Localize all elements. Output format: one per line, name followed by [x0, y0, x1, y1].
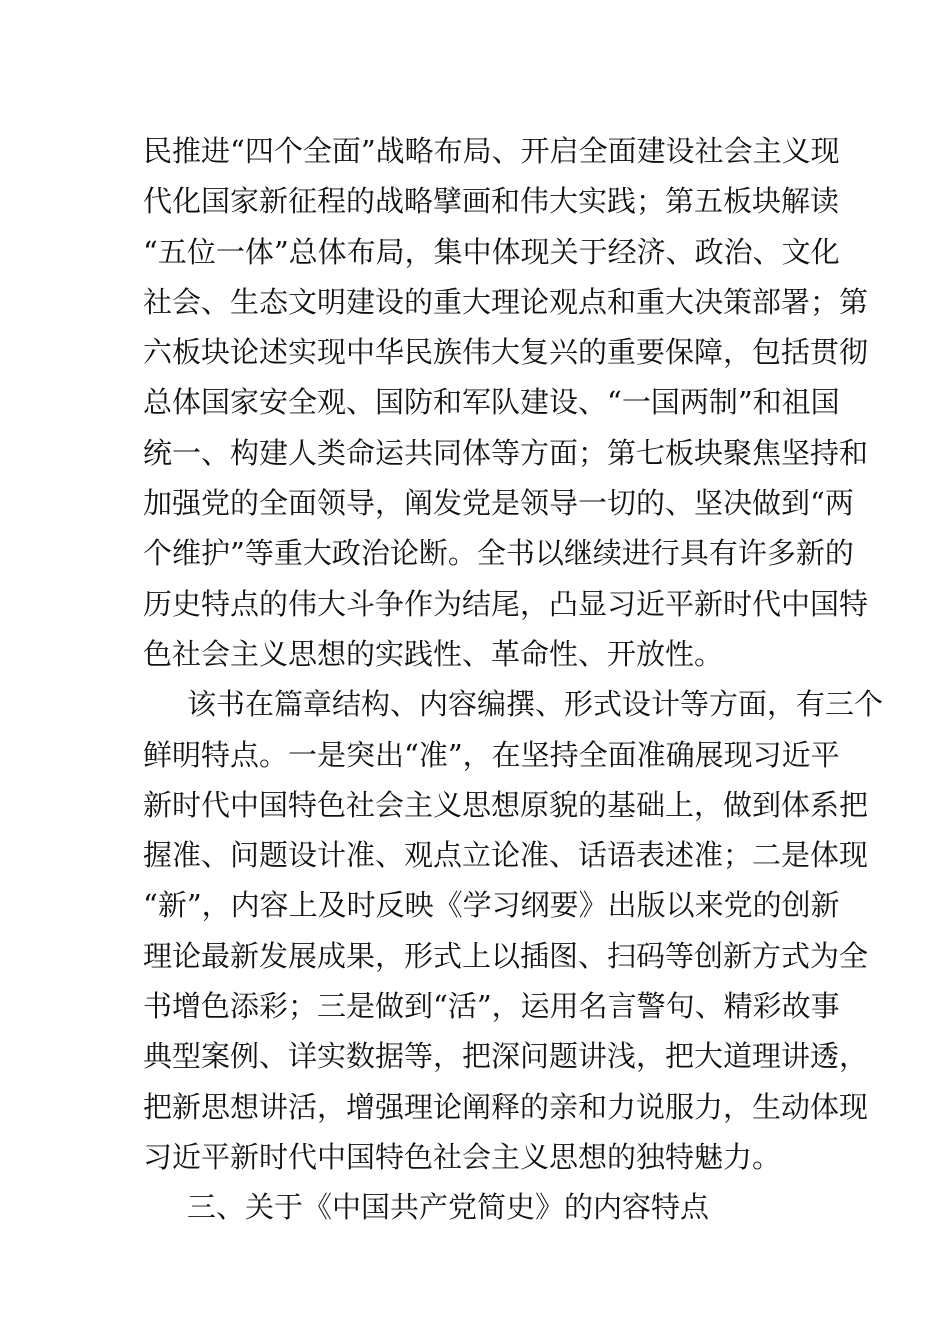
text-line: 六板块论述实现中华民族伟大复兴的重要保障，包括贯彻 — [143, 335, 869, 370]
text-line: 代化国家新征程的战略擘画和伟大实践；第五板块解读 — [143, 184, 840, 219]
text-line: 民推进“四个全面”战略布局、开启全面建设社会主义现 — [143, 134, 840, 168]
text-line: 统一、构建人类命运共同体等方面；第七板块聚焦坚持和 — [143, 435, 869, 470]
paragraph-2 — [143, 679, 884, 1182]
section-heading: 三、关于《中国共产党简史》的内容特点 — [187, 1190, 710, 1225]
text-line: 色社会主义思想的实践性、革命性、开放性。 — [143, 636, 724, 671]
text-line: 典型案例、详实数据等，把深问题讲浅，把大道理讲透， — [143, 1039, 869, 1074]
text-line: 握准、问题设计准、观点立论准、话语表述准；二是体现 — [143, 838, 869, 873]
text-line: “五位一体”总体布局，集中体现关于经济、政治、文化 — [143, 234, 840, 269]
text-line: 社会、生态文明建设的重大理论观点和重大决策部署；第 — [143, 284, 869, 319]
paragraph-1 — [143, 126, 869, 679]
text-line: 书增色添彩；三是做到“活”，运用名言警句、精彩故事 — [143, 989, 840, 1024]
text-line: 理论最新发展成果，形式上以插图、扫码等创新方式为全 — [143, 938, 869, 973]
text-line: “新”，内容上及时反映《学习纲要》出版以来党的创新 — [143, 888, 840, 923]
text-line: 历史特点的伟大斗争作为结尾，凸显习近平新时代中国特 — [143, 586, 869, 621]
text-line: 鲜明特点。一是突出“准”，在坚持全面准确展现习近平 — [143, 737, 840, 772]
text-line: 把新思想讲活，增强理论阐释的亲和力说服力，生动体现 — [143, 1089, 869, 1124]
text-line: 习近平新时代中国特色社会主义思想的独特魅力。 — [143, 1139, 782, 1174]
text-line: 总体国家安全观、国防和军队建设、“一国两制”和祖国 — [143, 385, 840, 420]
text-line: 加强党的全面领导，阐发党是领导一切的、坚决做到“两 — [143, 486, 854, 521]
text-line: 该书在篇章结构、内容编撰、形式设计等方面，有三个 — [187, 687, 884, 722]
text-line: 新时代中国特色社会主义思想原貌的基础上，做到体系把 — [143, 787, 869, 822]
document-body — [143, 126, 884, 1233]
text-line: 个维护”等重大政治论断。全书以继续进行具有许多新的 — [143, 536, 854, 571]
